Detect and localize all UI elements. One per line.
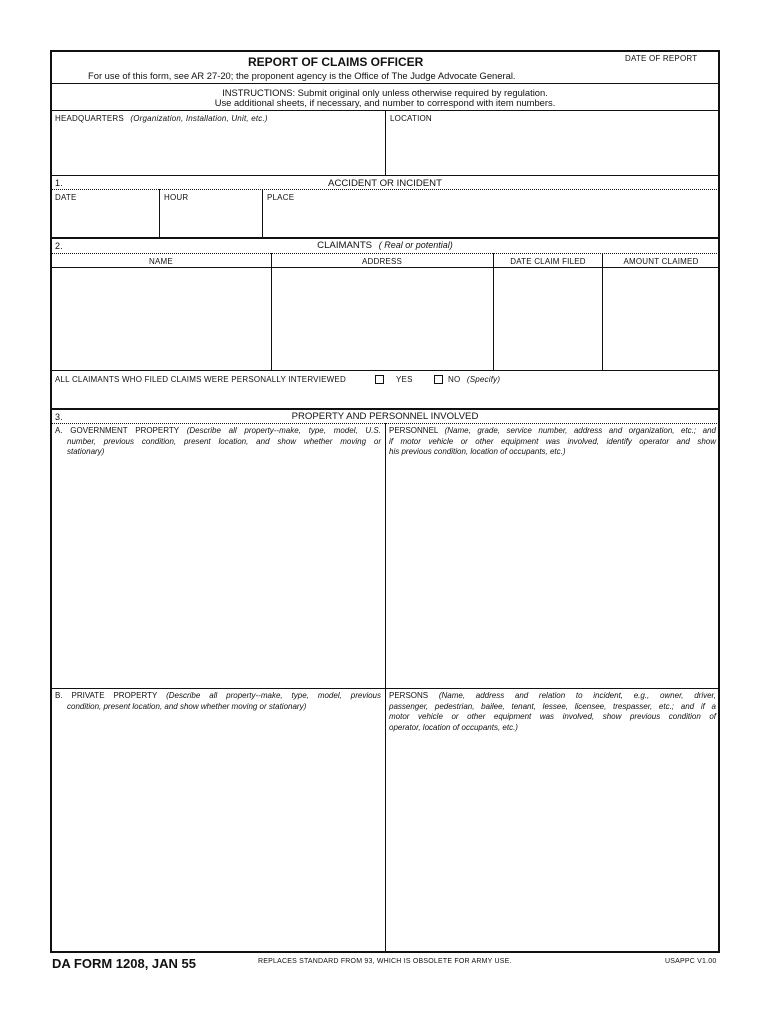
- version-label: USAPPC V1.00: [665, 958, 717, 965]
- headquarters-label: [55, 114, 268, 123]
- personnel-field[interactable]: [387, 460, 718, 687]
- persons-hint-4: operator, location of occupants, etc.): [389, 722, 518, 732]
- divider: [602, 253, 603, 370]
- headquarters-field[interactable]: [52, 124, 384, 174]
- government-property-hint-1: (Describe all property--make, type, model, U.S.: [186, 426, 381, 435]
- column-header-date-claim-filed: DATE CLAIM FILED: [510, 257, 586, 266]
- divider: [51, 370, 719, 371]
- section1-title: ACCIDENT OR INCIDENT: [328, 178, 442, 189]
- location-label: LOCATION: [390, 114, 432, 123]
- form-subtitle: For use of this form, see AR 27-20; the proponent agency is the Office of The Judge Advocate General.: [88, 70, 516, 81]
- divider: [385, 110, 386, 176]
- persons-hint-1: (Name, address and relation to incident, e.g., owner, driver,: [438, 691, 716, 700]
- instructions-line2: Use additional sheets, if necessary, and number to correspond with item numbers.: [214, 97, 556, 108]
- claimant-address-field[interactable]: [273, 269, 492, 369]
- section2-number: 2.: [55, 241, 63, 251]
- persons-label: [389, 691, 716, 733]
- divider: [51, 408, 719, 410]
- private-property-hint-2: condition, present location, and show whether moving or stationary): [67, 701, 307, 711]
- personnel-title: PERSONNEL: [389, 426, 439, 435]
- divider: [51, 267, 719, 268]
- divider: [51, 83, 719, 84]
- section2-title-text: CLAIMANTS: [317, 240, 373, 251]
- form-id: DA FORM 1208, JAN 55: [52, 956, 197, 971]
- section1-number: 1.: [55, 178, 63, 188]
- hour-label: HOUR: [164, 193, 189, 202]
- personnel-line1: [389, 426, 716, 437]
- yes-label: YES: [396, 375, 413, 384]
- private-property-title: B. PRIVATE PROPERTY: [55, 691, 158, 700]
- column-header-amount-claimed: AMOUNT CLAIMED: [623, 257, 699, 266]
- government-property-label: [55, 426, 381, 458]
- personnel-hint-3: his previous condition, location of occupants, etc.): [389, 447, 566, 456]
- claimant-amount-field[interactable]: [604, 269, 718, 369]
- private-property-field[interactable]: [52, 716, 384, 950]
- no-checkbox[interactable]: [434, 375, 443, 384]
- location-field[interactable]: [387, 124, 718, 174]
- section3-number: 3.: [55, 412, 63, 422]
- persons-hint-3: motor vehicle or other equipment was involved, show previous condition of: [389, 712, 716, 721]
- government-property-line1: [55, 426, 381, 437]
- private-property-label: [55, 691, 381, 712]
- government-property-hint-2: number, previous condition, present location, and show whether moving or: [67, 436, 381, 446]
- instructions-line1: INSTRUCTIONS: Submit original only unless otherwise required by regulation.: [222, 87, 548, 98]
- divider: [51, 189, 719, 190]
- headquarters-hint: (Organization, Installation, Unit, etc.): [130, 114, 268, 123]
- yes-checkbox[interactable]: [375, 375, 384, 384]
- column-header-address: ADDRESS: [361, 257, 403, 266]
- divider: [271, 253, 272, 370]
- no-label-hint: (Specify): [466, 375, 501, 384]
- divider: [51, 237, 719, 239]
- divider: [159, 189, 160, 237]
- persons-line1: [389, 691, 716, 702]
- personnel-label: [389, 426, 716, 458]
- section2-title-hint: ( Real or potential): [378, 240, 453, 250]
- replaces-note: REPLACES STANDARD FROM 93, WHICH IS OBSOLETE FOR ARMY USE.: [258, 958, 512, 965]
- private-property-line1: [55, 691, 381, 702]
- headquarters-label-text: HEADQUARTERS: [55, 114, 124, 123]
- date-of-report-label: DATE OF REPORT: [625, 54, 698, 63]
- divider: [51, 175, 719, 176]
- divider: [51, 688, 719, 689]
- government-property-field[interactable]: [52, 460, 384, 687]
- date-label: DATE: [55, 193, 77, 202]
- divider: [51, 253, 719, 254]
- accident-date-field[interactable]: [52, 203, 158, 236]
- no-label-text: NO: [448, 375, 461, 384]
- government-property-title: A. GOVERNMENT PROPERTY: [55, 426, 179, 435]
- column-header-name: NAME: [149, 257, 173, 266]
- persons-title: PERSONS: [389, 691, 429, 700]
- section3-title: PROPERTY AND PERSONNEL INVOLVED: [291, 411, 479, 422]
- private-property-hint-1: (Describe all property--make, type, model, previous: [166, 691, 381, 700]
- claimant-name-field[interactable]: [52, 269, 270, 369]
- persons-hint-2: passenger, pedestrian, bailee, tenant, lessee, licensee, trespasser, etc.; and if a: [389, 701, 716, 711]
- personnel-hint-1: (Name, grade, service number, address and organization, etc.; and: [444, 426, 716, 435]
- claimant-date-filed-field[interactable]: [495, 269, 601, 369]
- divider: [262, 189, 263, 237]
- personnel-hint-2: if motor vehicle or other equipment was involved, identify operator and show: [389, 436, 716, 446]
- accident-hour-field[interactable]: [161, 203, 261, 236]
- section2-title: [51, 240, 719, 251]
- persons-field[interactable]: [387, 737, 718, 950]
- government-property-hint-3: stationary): [67, 447, 105, 456]
- interviewed-label: ALL CLAIMANTS WHO FILED CLAIMS WERE PERSONALLY INTERVIEWED: [55, 375, 346, 384]
- form-title: REPORT OF CLAIMS OFFICER: [248, 55, 424, 69]
- accident-place-field[interactable]: [264, 203, 718, 236]
- place-label: PLACE: [267, 193, 295, 202]
- no-specify-field[interactable]: [510, 372, 718, 406]
- no-label: [448, 375, 500, 384]
- divider: [493, 253, 494, 370]
